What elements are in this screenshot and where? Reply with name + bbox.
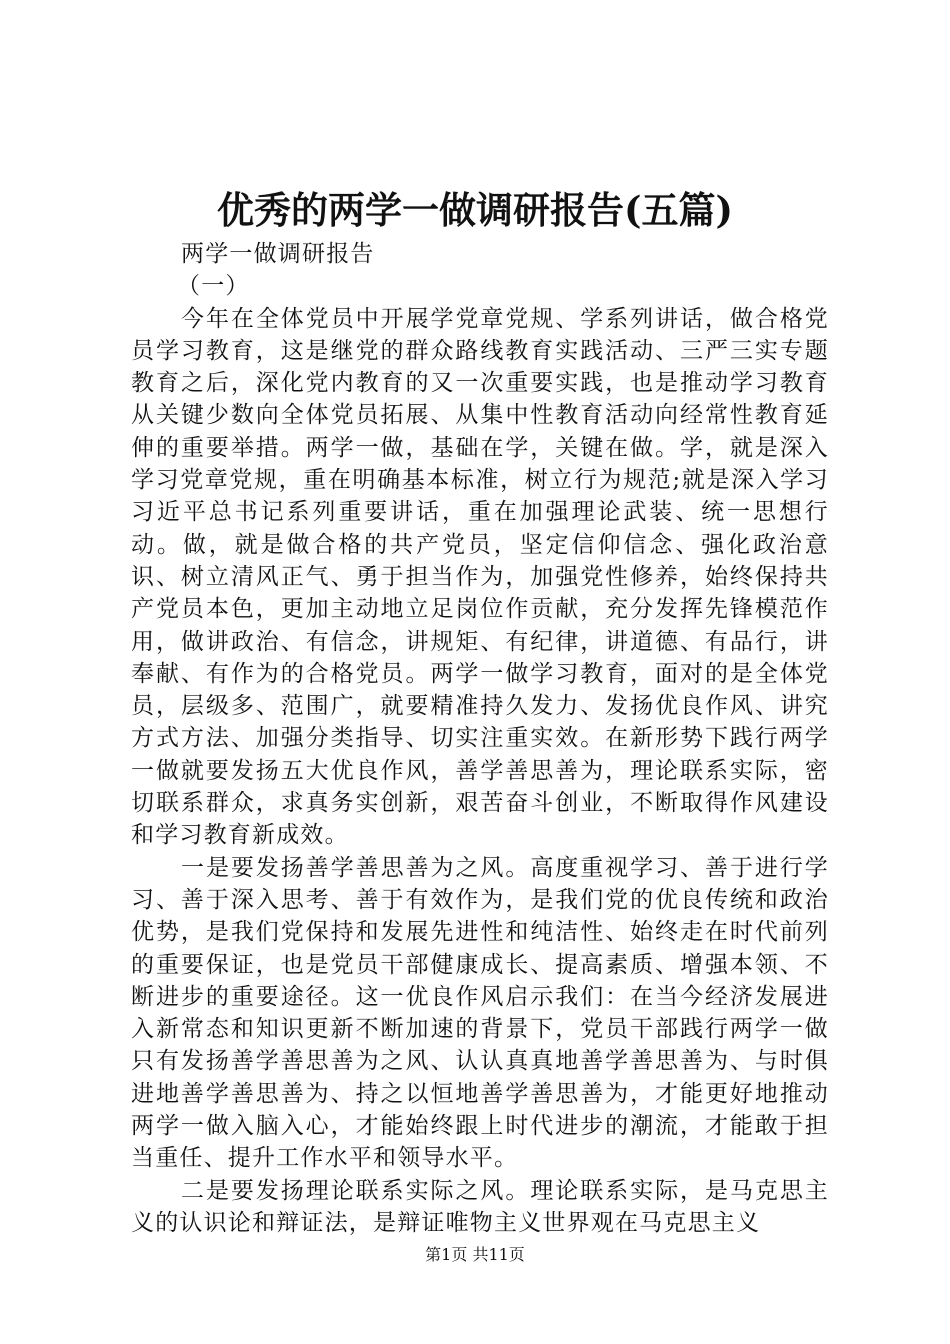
- document-title: 优秀的两学一做调研报告(五篇): [216, 188, 733, 232]
- body-paragraph-2: 一是要发扬善学善思善为之风。高度重视学习、善于进行学习、善于深入思考、善于有效作为，是我们党的优良传统和政治优势，是我们党保持和发展先进性和纯洁性、始终走在时代前列的重要保证，也是党员干部健康成长、提高素质、增强本领、不断进步的重要途径。这一优良作风启示我们：在当今经济发展进入新常态和知识更新不断加速的背景下，党员干部践行两学一做只有发扬善学善思善为之风、认认真真地善学善思善为、与时俱进地善学善思善为、持之以恒地善学善思善为，才能更好地推动两学一做入脑入心，才能始终跟上时代进步的潮流，才能敢于担当重任、提升工作水平和领导水平。: [131, 854, 829, 1172]
- body-paragraph-1: 今年在全体党员中开展学党章党规、学系列讲话，做合格党员学习教育，这是继党的群众路线教育实践活动、三严三实专题教育之后，深化党内教育的又一次重要实践，也是推动学习教育从关键少数向全体党员拓展、从集中性教育活动向经常性教育延伸的重要举措。两学一做，基础在学，关键在做。学，就是深入学习党章党规，重在明确基本标准，树立行为规范;就是深入学习习近平总书记系列重要讲话，重在加强理论武装、统一思想行动。做，就是做合格的共产党员，坚定信仰信念、强化政治意识、树立清风正气、勇于担当作为，加强党性修养，始终保持共产党员本色，更加主动地立足岗位作贡献，充分发挥先锋模范作用，做讲政治、有信念，讲规矩、有纪律，讲道德、有品行，讲奉献、有作为的合格党员。两学一做学习教育，面对的是全体党员，层级多、范围广，就要精准持久发力、发扬优良作风、讲究方式方法、加强分类指导、切实注重实效。在新形势下践行两学一做就要发扬五大优良作风，善学善思善为，理论联系实际，密切联系群众，求真务实创新，艰苦奋斗创业，不断取得作风建设和学习教育新成效。: [131, 305, 829, 849]
- document-body: [131, 238, 829, 1239]
- section-number: （一）: [177, 273, 250, 300]
- body-paragraph-3: 二是要发扬理论联系实际之风。理论联系实际，是马克思主义的认识论和辩证法，是辩证唯物主义世界观在马克思主义: [131, 1177, 829, 1236]
- report-subtitle: 两学一做调研报告: [181, 241, 375, 267]
- page-footer: 第1页 共11页: [425, 1245, 525, 1264]
